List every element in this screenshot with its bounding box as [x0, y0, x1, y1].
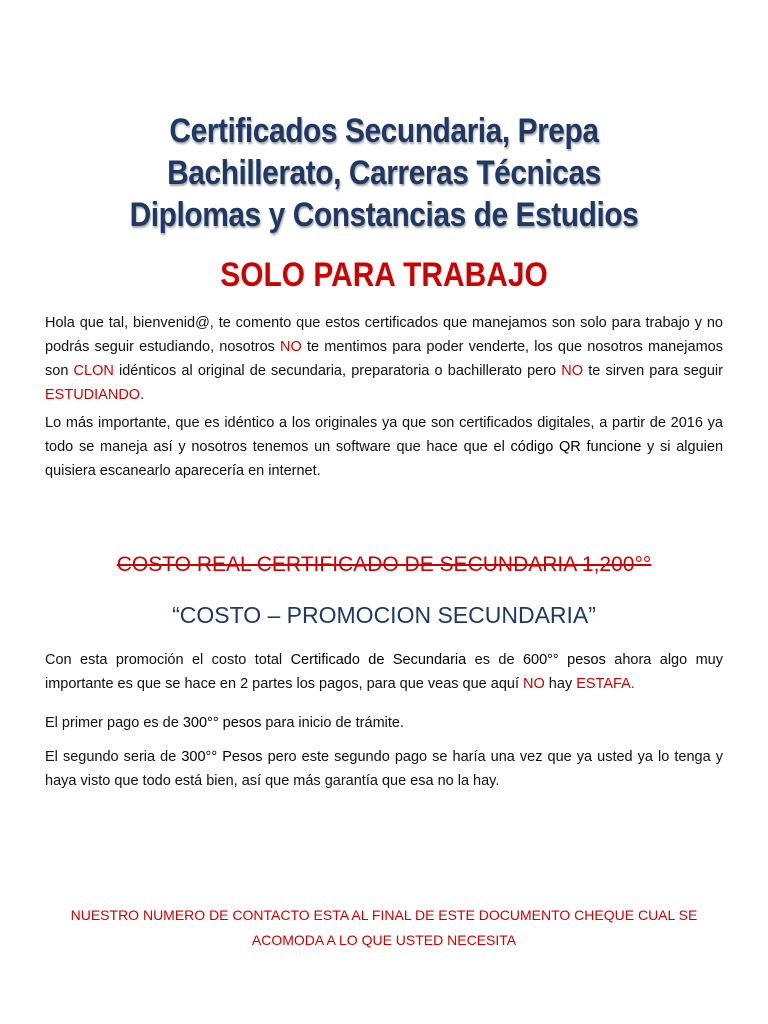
- first-payment-text-2: para inicio de trámite.: [261, 715, 404, 731]
- highlight-certificate: Certificado de Secundaria: [290, 652, 467, 668]
- real-cost-heading: COSTO REAL CERTIFICADO DE SECUNDARIA 1,200°°: [116, 553, 652, 576]
- second-payment-paragraph: [45, 745, 723, 793]
- contact-line-2: ACOMODA A LO QUE USTED NECESITA: [251, 932, 517, 948]
- importance-text-2: y si alguien quisiera escanearlo aparecería en internet.: [45, 439, 724, 479]
- highlight-no: NO: [561, 363, 584, 379]
- contact-line-1: NUESTRO NUMERO DE CONTACTO ESTA AL FINAL DE ESTE DOCUMENTO CHEQUE CUAL SE: [70, 907, 698, 923]
- promo-text-4: hay: [544, 676, 577, 692]
- highlight-no: NO: [280, 339, 302, 355]
- promo-text-3: ahora algo muy importante es que se hace en 2 partes los pagos, para que veas que aquí: [45, 652, 723, 692]
- contact-notice: [40, 903, 728, 953]
- title-line-2: Bachillerato, Carreras Técnicas: [167, 154, 601, 192]
- document-subtitle: SOLO PARA TRABAJO: [220, 256, 548, 294]
- intro-text-3: idénticos al original de secundaria, preparatoria o bachillerato pero: [113, 363, 562, 379]
- first-payment-text-1: El primer pago es de: [45, 715, 183, 731]
- first-payment-paragraph: [45, 711, 723, 735]
- importance-text-1: Lo más importante, que es idéntico a los originales ya que son certificados digitales, a partir de 2016 ya todo se maneja así y nosotros tenemos un software que hace que el: [45, 415, 723, 455]
- intro-paragraph: [45, 311, 723, 407]
- promo-text-2: es de: [466, 652, 523, 668]
- intro-text-5: .: [140, 387, 145, 403]
- second-payment-text-2: pero este segundo pago se haría una vez que ya usted ya lo tenga y haya visto que todo está bien, así que más garantía que esa no la hay.: [45, 749, 723, 789]
- promo-heading: “COSTO – PROMOCION SECUNDARIA”: [172, 602, 596, 628]
- highlight-no: NO: [523, 676, 545, 692]
- highlight-price: 600°° pesos: [522, 652, 606, 668]
- highlight-first-price: 300°° pesos: [182, 715, 262, 731]
- second-payment-text-1: El segundo seria de: [45, 749, 182, 765]
- highlight-clon: CLON: [73, 363, 114, 379]
- intro-text-4: te sirven para seguir: [583, 363, 723, 379]
- highlight-estafa: ESTAFA.: [576, 676, 635, 692]
- highlight-qr: código QR funcione: [510, 439, 642, 455]
- document-title: [0, 110, 768, 236]
- intro-text-2: te mentimos para poder venderte, los que nosotros manejamos son: [45, 339, 723, 379]
- highlight-estudiando: ESTUDIANDO: [45, 387, 141, 403]
- title-line-3: Diplomas y Constancias de Estudios: [129, 196, 639, 234]
- intro-text-1: Hola que tal, bienvenid@, te comento que estos certificados que manejamos son solo para trabajo y no podrás seguir estudiando, nosotros: [45, 315, 723, 355]
- importance-paragraph: [45, 411, 723, 483]
- promo-text-1: Con esta promoción el costo total: [45, 652, 291, 668]
- highlight-second-price: 300°° Pesos: [181, 749, 263, 765]
- promo-paragraph: [45, 648, 723, 696]
- title-line-1: Certificados Secundaria, Prepa: [169, 112, 599, 150]
